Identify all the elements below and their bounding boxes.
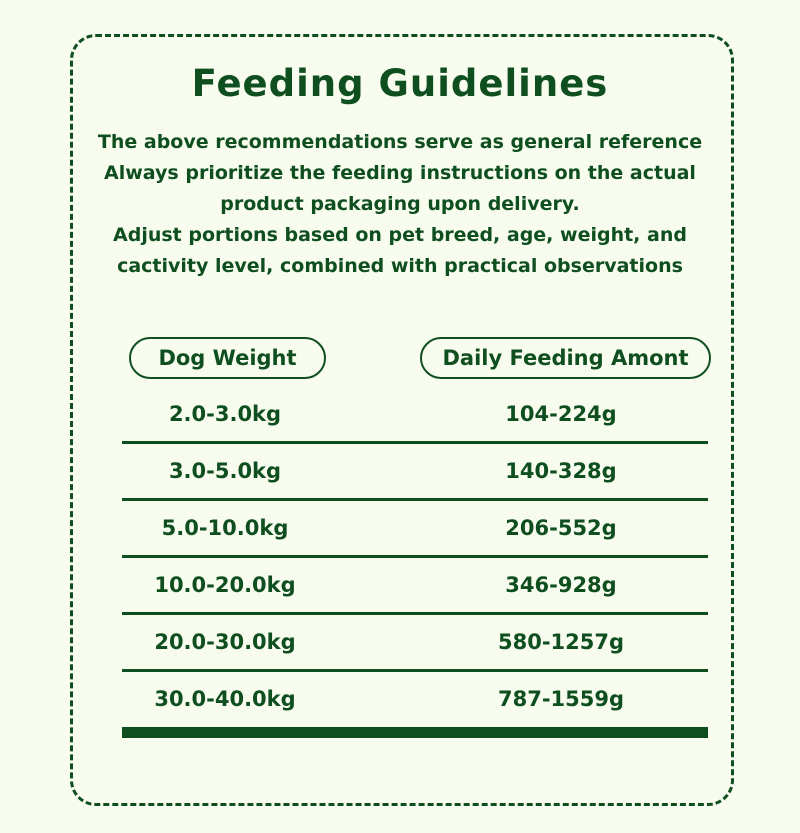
weight-cell: 5.0-10.0kg <box>161 516 289 540</box>
feeding-table <box>122 387 708 738</box>
table-row <box>122 387 708 444</box>
intro-line: product packaging upon delivery. <box>220 193 580 215</box>
table-row <box>122 672 708 738</box>
intro-line: Always prioritize the feeding instructions on the actual <box>104 162 696 184</box>
dog-weight-header: Dog Weight <box>129 337 326 379</box>
table-row <box>122 444 708 501</box>
intro-line: cactivity level, combined with practical observations <box>117 255 683 277</box>
table-row <box>122 558 708 615</box>
intro-text <box>0 127 800 282</box>
page-title: Feeding Guidelines <box>191 62 609 105</box>
weight-cell: 2.0-3.0kg <box>168 402 282 426</box>
amount-cell: 580-1257g <box>497 630 625 654</box>
amount-cell: 346-928g <box>505 573 617 597</box>
amount-cell: 787-1559g <box>497 687 625 711</box>
amount-cell: 140-328g <box>505 459 617 483</box>
weight-cell: 10.0-20.0kg <box>154 573 296 597</box>
amount-cell: 104-224g <box>505 402 617 426</box>
weight-cell: 30.0-40.0kg <box>154 687 296 711</box>
intro-line: The above recommendations serve as general reference <box>97 131 703 153</box>
daily-feeding-amount-header: Daily Feeding Amont <box>420 337 711 379</box>
table-row <box>122 501 708 558</box>
intro-line: Adjust portions based on pet breed, age, weight, and <box>113 224 687 246</box>
weight-cell: 20.0-30.0kg <box>154 630 296 654</box>
table-row <box>122 615 708 672</box>
weight-cell: 3.0-5.0kg <box>168 459 282 483</box>
amount-cell: 206-552g <box>505 516 617 540</box>
